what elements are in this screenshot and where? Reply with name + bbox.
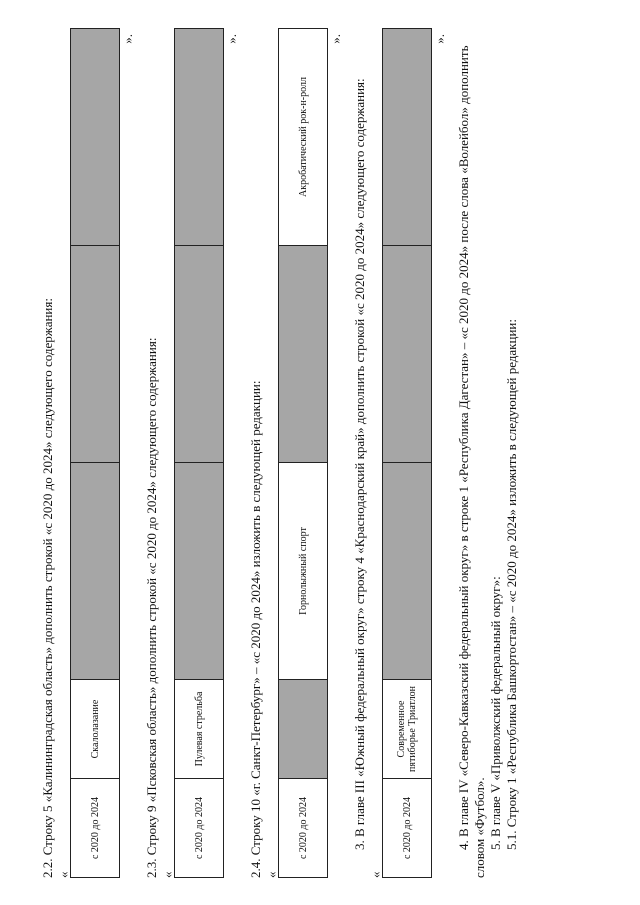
table-cell: Скалолазание [71, 680, 120, 779]
table-cell-shaded [71, 463, 120, 680]
table-cell-shaded [175, 246, 224, 463]
paragraph-4: 4. В главе IV «Северо-Кавказский федеральный округ» в строке 1 «Республика Дагестан» – «с 2020 до 2024» после слова «Волейбол» дополнить словом «Футбол». [456, 45, 487, 878]
quote-close: ». [328, 34, 343, 44]
table-cell: с 2020 до 2024 [71, 779, 120, 878]
table-cell-shaded [175, 463, 224, 680]
amendment-table [382, 28, 432, 878]
table-cell: Горнолыжный спорт [279, 463, 328, 680]
table-cell: с 2020 до 2024 [383, 779, 432, 878]
paragraph-5: 5. В главе V «Приволжский федеральный округ»: [488, 576, 503, 850]
quote-close: ». [120, 34, 135, 44]
section-2-3 [144, 28, 238, 878]
section-heading: 2.4. Строку 10 «г. Санкт-Петербург» – «с 2020 до 2024» изложить в следующей редакции: [248, 380, 263, 878]
amendment-table [70, 28, 120, 878]
quote-close: ». [224, 34, 239, 44]
paragraph-5-1: 5.1. Строку 1 «Республика Башкортостан» – «с 2020 до 2024» изложить в следующей редакции: [504, 319, 519, 850]
table-cell-shaded [383, 246, 432, 463]
section-3 [352, 28, 446, 878]
table-cell-shaded [71, 246, 120, 463]
section-heading: 3. В главе III «Южный федеральный округ» строку 4 «Краснодарский край» дополнить строкой «с 2020 до 2024» следующего содержания: [352, 78, 367, 850]
section-heading: 2.2. Строку 5 «Калининградская область» дополнить строкой «с 2020 до 2024» следующего содержания: [40, 298, 55, 878]
amendment-table [174, 28, 224, 878]
table-cell-shaded [175, 29, 224, 246]
amendment-table [278, 28, 328, 878]
table-cell-shaded [383, 29, 432, 246]
table-cell-shaded [71, 29, 120, 246]
quote-open: « [368, 871, 383, 878]
table-cell: Акробатический рок-н-ролл [279, 29, 328, 246]
table-cell: с 2020 до 2024 [175, 779, 224, 878]
table-cell-shaded [279, 680, 328, 779]
table-cell: Пулевая стрельба [175, 680, 224, 779]
table-cell-shaded [383, 463, 432, 680]
quote-close: ». [432, 34, 447, 44]
table-cell: Современное пятиборье Триатлон [383, 680, 432, 779]
quote-open: « [264, 871, 279, 878]
rotated-page-content [40, 28, 580, 878]
quote-open: « [160, 871, 175, 878]
table-cell-shaded [279, 246, 328, 463]
section-2-2 [40, 28, 134, 878]
quote-open: « [56, 871, 71, 878]
table-cell: с 2020 до 2024 [279, 779, 328, 878]
section-2-4 [248, 28, 342, 878]
section-heading: 2.3. Строку 9 «Псковская область» дополнить строкой «с 2020 до 2024» следующего содержания: [144, 337, 159, 878]
